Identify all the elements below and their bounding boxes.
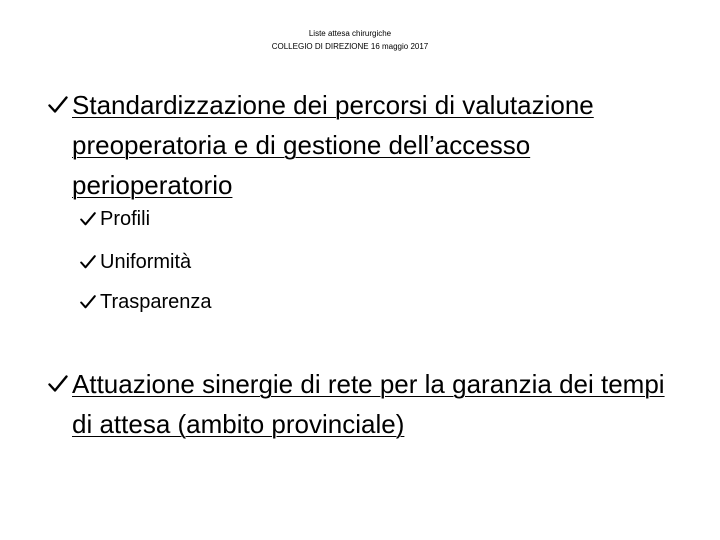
check-icon bbox=[48, 375, 72, 393]
slide-header bbox=[0, 27, 700, 53]
check-icon bbox=[80, 212, 100, 226]
bullet-text: Attuazione sinergie di rete per la garanzia dei tempi di attesa (ambito provinciale) bbox=[72, 369, 665, 439]
main-bullet-1 bbox=[48, 85, 668, 205]
main-bullet-2 bbox=[48, 364, 678, 444]
sub-bullet-uniformita bbox=[80, 248, 191, 276]
sub-bullet-text: Uniformità bbox=[100, 251, 192, 273]
bullet-text: Standardizzazione dei percorsi di valutazione preoperatoria e di gestione dell’accesso perioperatorio bbox=[72, 90, 594, 200]
header-subtitle: COLLEGIO DI DIREZIONE 16 maggio 2017 bbox=[271, 42, 429, 51]
sub-bullet-trasparenza bbox=[80, 288, 212, 316]
check-icon bbox=[48, 96, 72, 114]
check-icon bbox=[80, 295, 100, 309]
check-icon bbox=[80, 255, 100, 269]
sub-bullet-profili bbox=[80, 205, 150, 233]
sub-bullet-text: Profili bbox=[100, 208, 151, 230]
header-title: Liste attesa chirurgiche bbox=[308, 29, 392, 38]
sub-bullet-text: Trasparenza bbox=[100, 291, 212, 313]
